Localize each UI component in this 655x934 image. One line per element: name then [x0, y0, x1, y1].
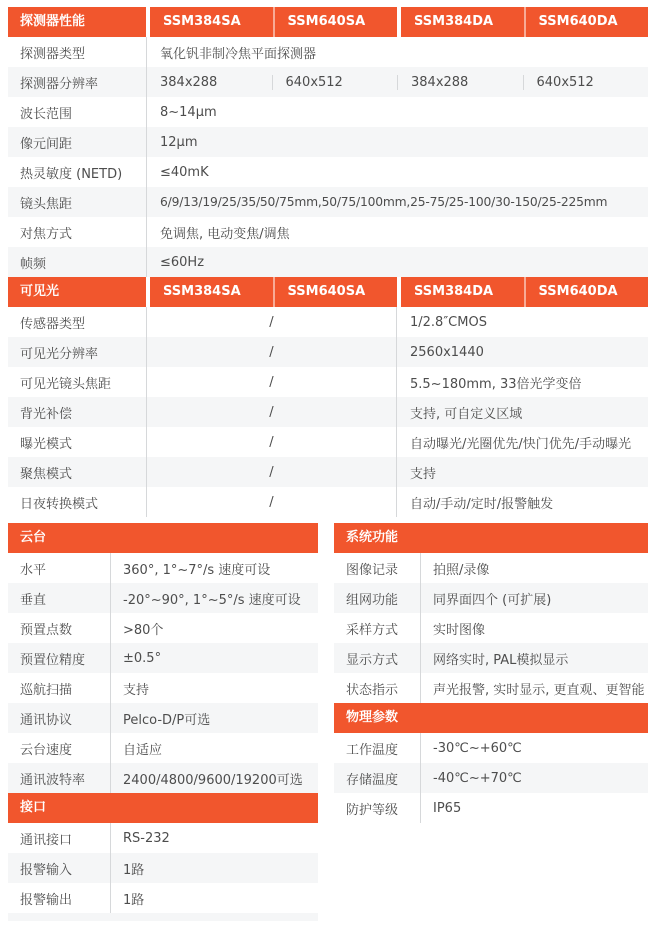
table-row-detector-type: [8, 37, 648, 67]
cell-da-models: 2560x1440: [396, 337, 648, 367]
row-label: 帧频: [20, 256, 47, 272]
table-row-focal-length: [8, 187, 648, 217]
row-label: 显示方式: [346, 652, 399, 668]
cell-ssm640da: 640x512: [523, 75, 649, 90]
detector-performance-table: [8, 7, 648, 277]
detector-performance-header: [8, 7, 648, 37]
row-label: 水平: [20, 562, 47, 578]
column-header-ssm384da: SSM384DA: [414, 14, 494, 29]
row-value: RS-232: [110, 823, 318, 853]
row-label: 垂直: [20, 592, 47, 608]
row-value: -30℃~+60℃: [420, 733, 648, 763]
table-row-preset-precision: [8, 643, 318, 673]
row-label: 预置位精度: [20, 652, 86, 668]
cell-da-models: 支持: [396, 457, 648, 487]
cell-ssm640sa: 640x512: [272, 75, 398, 90]
table-row-cruise: [8, 673, 318, 703]
row-value: 同界面四个 (可扩展): [420, 583, 648, 613]
row-label: 热灵敏度 (NETD): [20, 166, 123, 182]
cell-sa-models: /: [146, 427, 396, 457]
cell-sa-models: /: [146, 487, 396, 517]
row-label: 背光补偿: [20, 406, 73, 422]
column-header-ssm640sa: SSM640SA: [273, 277, 398, 307]
cell-da-models: 自动/手动/定时/报警触发: [396, 487, 648, 517]
row-value: 网络实时, PAL模拟显示: [420, 643, 648, 673]
table-row-pixel-pitch: [8, 127, 648, 157]
row-value: 2400/4800/9600/19200可选: [110, 763, 318, 793]
cell-da-models: 5.5~180mm, 33倍光学变倍: [396, 367, 648, 397]
table-row-ptz-speed: [8, 733, 318, 763]
table-row-status-indicator: [334, 673, 648, 703]
row-value: 12μm: [146, 127, 648, 157]
table-row-focus-mode: [8, 217, 648, 247]
row-label: 报警输入: [20, 862, 73, 878]
row-value: 1路: [110, 853, 318, 883]
table-row-baudrate: [8, 763, 318, 793]
row-label: 镜头焦距: [20, 196, 73, 212]
table-row-image-record: [334, 553, 648, 583]
row-value: 氧化钒非制冷焦平面探测器: [146, 37, 648, 67]
table-row-protocol: [8, 703, 318, 733]
row-label: 防护等级: [346, 802, 399, 818]
row-value: ≤60Hz: [146, 247, 648, 277]
table-row-focus: [8, 457, 648, 487]
row-label: 采样方式: [346, 622, 399, 638]
table-row-working-temp: [334, 733, 648, 763]
row-value: 8~14μm: [146, 97, 648, 127]
cell-sa-models: /: [146, 457, 396, 487]
row-label: 曝光模式: [20, 436, 73, 452]
row-label: 预置点数: [20, 622, 73, 638]
cell-sa-models: /: [146, 397, 396, 427]
table-row-visible-lens: [8, 367, 648, 397]
row-label: 图像记录: [346, 562, 399, 578]
section-title-detector: 探测器性能: [20, 14, 86, 29]
row-label: 通讯协议: [20, 712, 73, 728]
row-cells: [146, 67, 648, 97]
row-value: 自适应: [110, 733, 318, 763]
table-row-visible-resolution: [8, 337, 648, 367]
row-label: 像元间距: [20, 136, 73, 152]
cell-da-models: 支持, 可自定义区域: [396, 397, 648, 427]
section-title-interface: 接口: [8, 793, 318, 823]
row-value: 6/9/13/19/25/35/50/75mm,50/75/100mm,25-75/25-100/30-150/25-225mm: [146, 187, 648, 217]
table-row-tilt: [8, 583, 318, 613]
cell-sa-models: /: [146, 367, 396, 397]
table-row-netd: [8, 157, 648, 187]
row-label: 云台速度: [20, 742, 73, 758]
column-header-ssm384da: SSM384DA: [414, 284, 494, 299]
table-row-storage-temp: [334, 763, 648, 793]
row-value: 360°, 1°~7°/s 速度可设: [110, 553, 318, 583]
cell-da-models: 自动曝光/光圈优先/快门优先/手动曝光: [396, 427, 648, 457]
table-row-backlight: [8, 397, 648, 427]
row-value: 1路: [110, 883, 318, 913]
column-header-ssm640da: SSM640DA: [524, 277, 649, 307]
spec-sheet: [8, 7, 648, 921]
table-row-alarm-output: [8, 883, 318, 913]
lower-section: [8, 523, 648, 921]
column-header-ssm640sa: SSM640SA: [273, 7, 398, 37]
table-row-protection-rating: [334, 793, 648, 823]
table-row-daynight: [8, 487, 648, 517]
row-label: 组网功能: [346, 592, 399, 608]
row-label: 可见光镜头焦距: [20, 376, 112, 392]
table-row-wavelength: [8, 97, 648, 127]
section-title-system: 系统功能: [334, 523, 648, 553]
row-value: IP65: [420, 793, 648, 823]
row-value: >80个: [110, 613, 318, 643]
cell-ssm384sa: 384x288: [160, 74, 218, 90]
row-label: 巡航扫描: [20, 682, 73, 698]
section-title-physical: 物理参数: [334, 703, 648, 733]
row-label: 通讯波特率: [20, 772, 86, 788]
row-label: 可见光分辨率: [20, 346, 99, 362]
row-label: 状态指示: [346, 682, 399, 698]
row-label: 日夜转换模式: [20, 496, 99, 512]
table-row-sampling: [334, 613, 648, 643]
cell-da-models: 1/2.8″CMOS: [396, 307, 648, 337]
table-row-presets: [8, 613, 318, 643]
visible-light-table: [8, 277, 648, 517]
row-label: 对焦方式: [20, 226, 73, 242]
cell-ssm384da: 384x288: [397, 75, 523, 90]
row-value: -40℃~+70℃: [420, 763, 648, 793]
table-row-display-mode: [334, 643, 648, 673]
row-label: 波长范围: [20, 106, 73, 122]
cell-sa-models: /: [146, 307, 396, 337]
row-label: 聚焦模式: [20, 466, 73, 482]
table-row-comm-interface: [8, 823, 318, 853]
row-label: 通讯接口: [20, 832, 73, 848]
table-row-sensor-type: [8, 307, 648, 337]
row-value: 支持: [110, 673, 318, 703]
row-label: 探测器分辨率: [20, 76, 99, 92]
column-header-ssm384sa: SSM384SA: [163, 284, 241, 299]
row-value: Pelco-D/P可选: [110, 703, 318, 733]
right-column: [334, 523, 648, 823]
row-value: 声光报警, 实时显示, 更直观、更智能: [420, 673, 648, 703]
row-label: 报警输出: [20, 892, 73, 908]
table-row-networking: [334, 583, 648, 613]
row-label: 存储温度: [346, 772, 399, 788]
column-header-ssm640da: SSM640DA: [524, 7, 649, 37]
clipped-row-fragment: [8, 913, 318, 921]
row-label: 传感器类型: [20, 316, 86, 332]
table-row-exposure: [8, 427, 648, 457]
row-value: ≤40mK: [146, 157, 648, 187]
left-column: [8, 523, 318, 921]
table-row-framerate: [8, 247, 648, 277]
cell-sa-models: /: [146, 337, 396, 367]
section-title-ptz: 云台: [8, 523, 318, 553]
row-value: 免调焦, 电动变焦/调焦: [146, 217, 648, 247]
row-label: 工作温度: [346, 742, 399, 758]
column-header-ssm384sa: SSM384SA: [163, 14, 241, 29]
row-label: 探测器类型: [20, 46, 86, 62]
table-row-detector-resolution: [8, 67, 648, 97]
table-row-pan: [8, 553, 318, 583]
row-value: -20°~90°, 1°~5°/s 速度可设: [110, 583, 318, 613]
table-row-alarm-input: [8, 853, 318, 883]
row-value: 实时图像: [420, 613, 648, 643]
visible-light-header: [8, 277, 648, 307]
row-value: ±0.5°: [110, 643, 318, 673]
row-value: 拍照/录像: [420, 553, 648, 583]
section-title-visible: 可见光: [20, 284, 60, 299]
